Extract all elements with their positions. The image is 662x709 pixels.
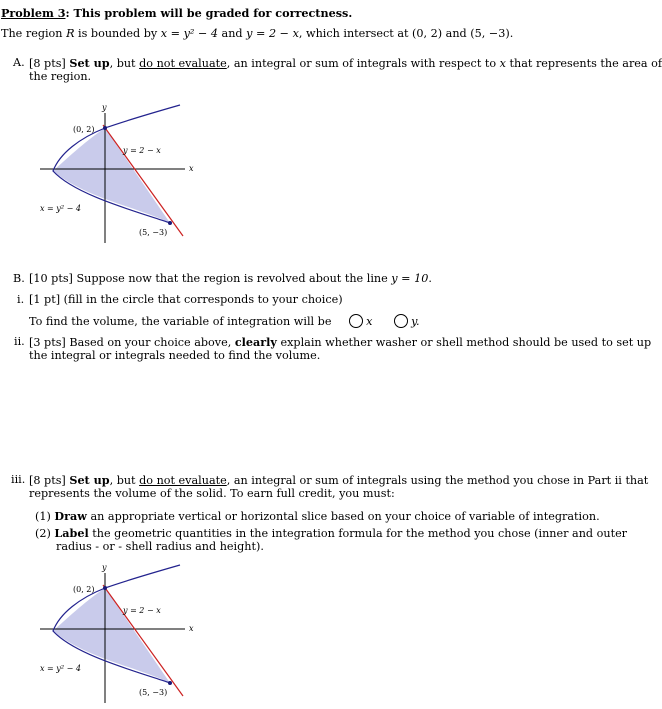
- part-iii-marker: iii.: [11, 473, 26, 486]
- choice-y-label: y.: [411, 315, 420, 328]
- part-iii-text: [29, 473, 648, 488]
- part-iii-text-line2: represents the volume of the solid. To earn full credit, you must:: [29, 487, 395, 500]
- variable: x: [499, 57, 506, 70]
- instruction-text: [3 pts] Based on your choice above,: [29, 336, 235, 349]
- x-axis-label: x: [189, 624, 194, 633]
- part-i-text: [1 pt] (fill in the circle that corresponds to your choice): [29, 293, 343, 306]
- part-iii-item-2-line2: radius - or - shell radius and height).: [56, 540, 264, 553]
- choice-x-radio[interactable]: [349, 314, 363, 328]
- part-b-text: [29, 272, 432, 286]
- intro-text: and: [218, 27, 247, 40]
- instruction-text: explain whether washer or shell method should be used to set up: [276, 336, 652, 349]
- point-top-label: (0, 2): [73, 585, 95, 594]
- part-a-marker: A.: [13, 56, 25, 69]
- instruction-text: , an integral or sum of integrals using the method you chose in Part ii that: [226, 474, 649, 487]
- problem-heading: [1, 6, 352, 21]
- instruction-text: , an integral or sum of integrals with respect to: [226, 57, 500, 70]
- points-label: [8 pts]: [29, 57, 70, 70]
- part-a-text-line2: the region.: [29, 70, 92, 83]
- point-top: [103, 126, 107, 130]
- parabola-label: x = y² − 4: [40, 664, 81, 673]
- part-ii-marker: ii.: [14, 335, 25, 348]
- equation-line: y = 2 − x: [246, 27, 299, 40]
- problem-intro: [1, 27, 513, 41]
- line-label: y = 2 − x: [123, 606, 161, 615]
- instruction-bold: Label: [54, 526, 89, 540]
- instruction-underlined: do not evaluate: [139, 57, 227, 70]
- y-axis-label: y: [102, 103, 107, 112]
- instruction-bold: clearly: [234, 335, 277, 349]
- part-iii-item-2: [35, 526, 627, 541]
- instruction-text: , but: [109, 474, 140, 487]
- problem-label: Problem 3: [1, 6, 66, 20]
- part-i-prompt: To find the volume, the variable of integration will be: [29, 315, 332, 328]
- point-bottom: [168, 681, 172, 685]
- punctuation: .: [428, 272, 432, 285]
- point-bottom-label: (5, −3): [139, 228, 168, 237]
- instruction-text: , but: [109, 57, 140, 70]
- choice-x-label: x: [366, 315, 373, 328]
- answer-space-ii[interactable]: [29, 368, 599, 468]
- point-top: [103, 586, 107, 590]
- intro-text: is bounded by: [74, 27, 161, 40]
- part-a-text: [29, 56, 662, 71]
- part-ii-text-line2: the integral or integrals needed to find the volume.: [29, 349, 321, 362]
- region-graph-2: [35, 563, 205, 708]
- point-bottom-label: (5, −3): [139, 688, 168, 697]
- instruction-text: that represents the area of: [505, 57, 662, 70]
- item-number: (2): [35, 527, 51, 540]
- instruction-bold: Set up: [69, 56, 110, 70]
- intro-text: The region: [1, 27, 67, 40]
- choice-y-radio[interactable]: [394, 314, 408, 328]
- problem-note: : This problem will be graded for correctness.: [65, 6, 353, 20]
- line-label: y = 2 − x: [123, 146, 161, 155]
- region-graph-1: [35, 103, 205, 248]
- axis-of-revolution: y = 10: [391, 272, 429, 285]
- x-axis-label: x: [189, 164, 194, 173]
- parabola-label: x = y² − 4: [40, 204, 81, 213]
- equation-parabola: x = y² − 4: [160, 27, 218, 40]
- part-ii-text: [29, 335, 651, 350]
- intro-text: , which intersect at (0, 2) and (5, −3).: [298, 27, 514, 40]
- instruction-bold: Draw: [54, 509, 87, 523]
- item-number: (1): [35, 510, 51, 523]
- part-b-instruction: [10 pts] Suppose now that the region is revolved about the line: [29, 272, 392, 285]
- part-b-marker: B.: [13, 272, 25, 285]
- instruction-text: the geometric quantities in the integration formula for the method you chose (inner and outer: [88, 527, 628, 540]
- part-i-marker: i.: [17, 293, 25, 306]
- point-bottom: [168, 221, 172, 225]
- instruction-bold: Set up: [69, 473, 110, 487]
- part-i-choice-row: [29, 314, 420, 329]
- point-top-label: (0, 2): [73, 125, 95, 134]
- points-label: [8 pts]: [29, 474, 70, 487]
- region-symbol: R: [66, 27, 75, 40]
- part-iii-item-1: [35, 509, 600, 524]
- y-axis-label: y: [102, 563, 107, 572]
- instruction-text: an appropriate vertical or horizontal slice based on your choice of variable of integration.: [86, 510, 600, 523]
- instruction-underlined: do not evaluate: [139, 474, 227, 487]
